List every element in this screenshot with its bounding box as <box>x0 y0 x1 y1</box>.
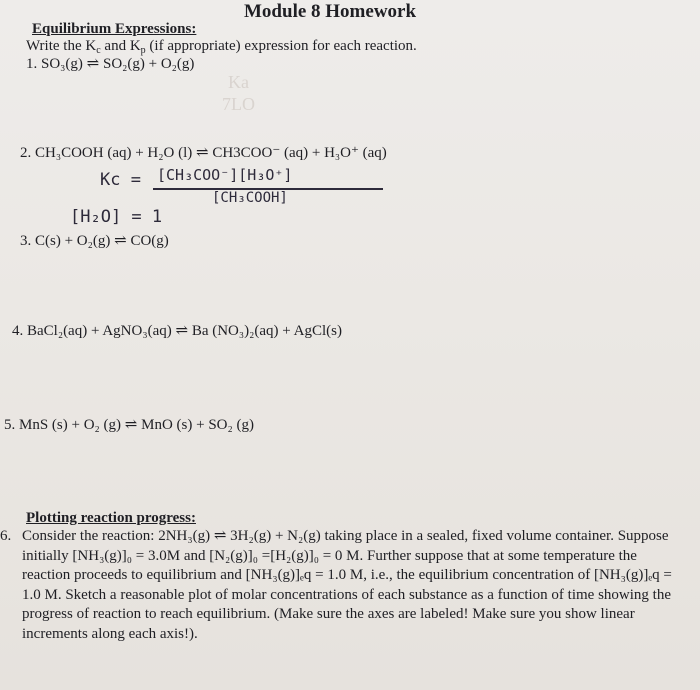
reaction-1 <box>26 54 194 73</box>
equilibrium-arrow-icon: ⇌ <box>195 145 209 161</box>
section-heading-plotting: Plotting reaction progress: <box>26 510 196 526</box>
reaction-reactants: SO₃(g) <box>41 56 83 72</box>
reaction-products: CO(g) <box>130 233 169 249</box>
handwritten-kc-label: Kc = <box>100 170 141 190</box>
reaction-number: 4. <box>12 323 24 339</box>
reaction-3 <box>20 231 169 250</box>
handwritten-water-note: [H₂O] = 1 <box>70 207 163 227</box>
reaction-reactants: MnS (s) + O₂ (g) <box>19 417 122 433</box>
instruction-part: and K <box>100 38 141 54</box>
equilibrium-arrow-icon: ⇌ <box>175 323 189 339</box>
question-text: Consider the reaction: 2NH₃(g) ⇌ 3H₂(g) + N₂(g) taking place in a sealed, fixed volume container. Suppose initially [NH₃(g)]₀ = 3.0M and [N₂(g)]₀ =[H₂(g)]₀ = 0 M. Further suppose that at some temperature the reaction proceeds to equilibrium and [NH₃(g)]ₑq = 1.0 M, i.e., the equilibrium concentration of [NH₃(g)]ₑq = 1.0 M. Sketch a reasonable plot of molar concentrations of each substance as a function of time showing the progress of reaction to reach equilibrium. (Make sure the axes are labeled! Make sure you show linear increments along each axis!). <box>22 528 672 642</box>
handwritten-numerator: [CH₃COO⁻][H₃O⁺] <box>157 166 293 184</box>
reaction-number: 1. <box>26 56 38 72</box>
equilibrium-arrow-icon: ⇌ <box>86 56 100 72</box>
reaction-reactants: BaCl₂(aq) + AgNO₃(aq) <box>27 323 172 339</box>
ghost-mark: 7LO <box>222 94 255 114</box>
instruction-sub: c <box>96 45 101 56</box>
reaction-products: SO₂(g) + O₂(g) <box>102 56 195 72</box>
reaction-number: 5. <box>4 417 16 433</box>
reaction-number: 3. <box>20 233 32 249</box>
page-title: Module 8 Homework <box>244 1 417 22</box>
reaction-2 <box>20 143 387 162</box>
reaction-reactants: CH₃COOH (aq) + H₂O (l) <box>35 145 193 161</box>
question-number: 6. <box>0 528 12 544</box>
reaction-products: CH3COO⁻ (aq) + H₃O⁺ (aq) <box>212 145 387 161</box>
reaction-number: 2. <box>20 145 32 161</box>
equilibrium-arrow-icon: ⇌ <box>124 417 138 433</box>
reaction-4 <box>12 321 342 340</box>
reaction-5 <box>4 415 254 434</box>
handwritten-denominator: [CH₃COOH] <box>212 190 288 206</box>
instruction-part: Write the K <box>26 38 97 54</box>
instruction-sub: p <box>140 45 146 56</box>
section-heading-equilibrium: Equilibrium Expressions: <box>32 21 197 37</box>
ghost-mark: Ka <box>228 72 249 92</box>
reaction-products: MnO (s) + SO₂ (g) <box>141 417 254 433</box>
instruction-part: (if appropriate) expression for each reaction. <box>145 38 417 54</box>
question-6 <box>0 527 682 644</box>
reaction-reactants: C(s) + O₂(g) <box>35 233 111 249</box>
equilibrium-arrow-icon: ⇌ <box>114 233 127 249</box>
reaction-products: Ba (NO₃)₂(aq) + AgCl(s) <box>191 323 342 339</box>
